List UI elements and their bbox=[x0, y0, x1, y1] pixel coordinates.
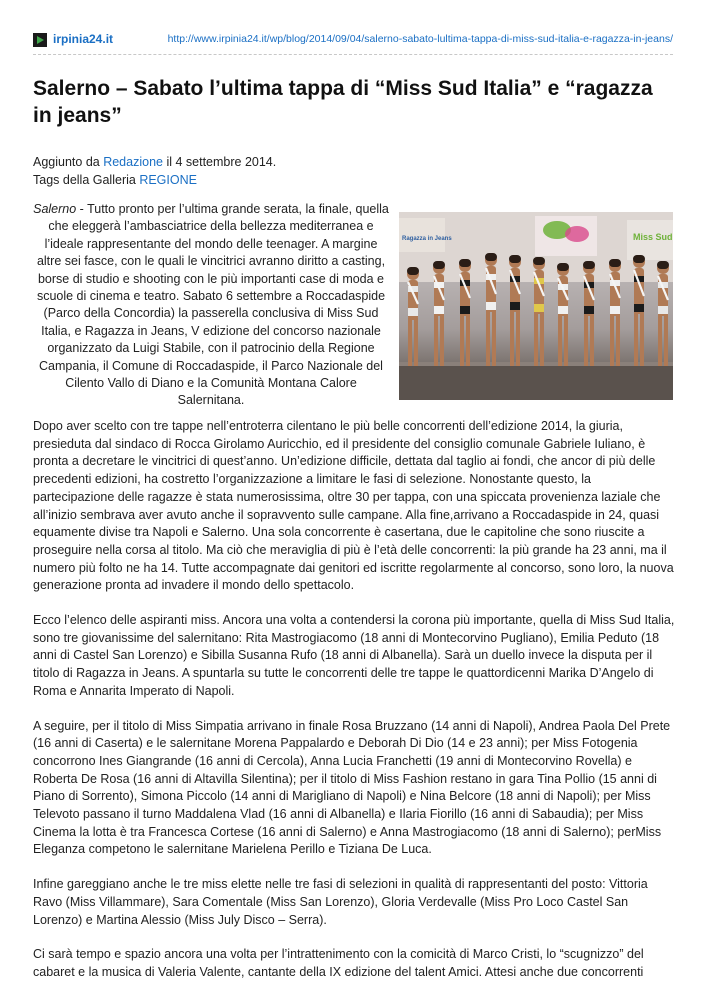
banner-left-text: Ragazza in Jeans bbox=[402, 236, 452, 242]
byline bbox=[33, 153, 276, 171]
page-header bbox=[33, 30, 673, 55]
article-meta bbox=[33, 153, 276, 189]
body-paragraph: Ecco l’elenco delle aspiranti miss. Ancora una volta a contendersi la corona più importante, quella di Miss Sud Italia, sono tre giovanissime del salernitano: Rita Mastrogiacomo (18 anni di Montecorvino Pugliano), Emilia Peduto (18 anni di Castel San Lorenzo) e Sibilla Susanna Rufo (18 anni di Albanella). Sarà un duello invece la disputa per il titolo di Ragazza in Jeans. A spuntarla su tutte le concorrenti delle tre tappe le quattordicenni Marika D’Angelo di Roma e Annarita Imperato di Napoli. bbox=[33, 613, 675, 698]
banner-right-text: Miss Sud bbox=[633, 232, 673, 242]
contestants-photo bbox=[399, 212, 673, 400]
intro-text: - Tutto pronto per l’ultima grande serata, la finale, quella che eleggerà l’ambasciatrice della bellezza mediterranea e l’ideale rappresentante del mondo delle teenager. A margine altre sei fasce, con le quali le vincitrici avranno diritto a casting, borse di studio e shooting con le più importanti case di moda e scuole di cinema e teatro. Sabato 6 settembre a Roccadaspide (Parco della Concordia) la passerella conclusiva di Miss Sud Italia, e Ragazza in Jeans, V edizione del concorso nazionale organizzato da Luigi Stabile, con il patrocinio della Regione Campania, il Comune di Roccadaspide, il Parco Nazionale del Cilento Vallo di Diano e la Comunità Montana Calore Salernitana. bbox=[36, 202, 389, 408]
author-link[interactable]: Redazione bbox=[103, 155, 163, 169]
tags-prefix: Tags della Galleria bbox=[33, 173, 140, 187]
tag-link[interactable]: REGIONE bbox=[139, 173, 197, 187]
page-url[interactable]: http://www.irpinia24.it/wp/blog/2014/09/04/salerno-sabato-lultima-tappa-di-miss-sud-italia-e-ragazza-in-jeans/ bbox=[167, 33, 673, 45]
publish-date: il 4 settembre 2014. bbox=[162, 155, 277, 169]
intro-place: Salerno bbox=[33, 202, 77, 216]
byline-prefix: Aggiunto da bbox=[33, 155, 104, 169]
body-paragraph: Dopo aver scelto con tre tappe nell’entroterra cilentano le più belle concorrenti dell’edizione 2014, la giuria, presieduta dal sindaco di Rocca Girolamo Auricchio, ed il presidente del consiglio comunale Gabriele Iuliano, è pronta a decretare le vincitrici di quest’anno. Un’edizione difficile, dettata dal taglio ai fondi, che ancor di più delle precedenti edizioni, ha costretto l’organizzazione a limitare le fasi di selezione. Nonostante questo, la partecipazione delle ragazze è stata numerosissima, oltre 30 per tappa, con una spiccata provenienza laziale che all’inizio sembrava aver avuto anche il sopravvento sulle campane. Alla fine,arrivano a Roccadaspide in 24, quasi equamente divise tra Napoli e Salerno. Una sola concorrente è casertana, due le capitoline che sono riuscite a proseguire nella corsa al titolo. Ma ciò che meraviglia di più è l’età delle concorrenti: la più grande ha 23 anni, ma il numero più folto ne ha 14. Tutte accompagnate dai genitori ed iscritte regolarmente al concorso, sono loro, la nuova generazione pronta ad invadere il mondo dello spettacolo. bbox=[33, 419, 674, 593]
article-title: Salerno – Sabato l’ultima tappa di “Miss Sud Italia” e “ragazza in jeans” bbox=[33, 77, 653, 127]
article-photo bbox=[399, 212, 673, 400]
intro-paragraph bbox=[33, 201, 389, 410]
site-name[interactable]: irpinia24.it bbox=[53, 32, 114, 46]
body-paragraph: A seguire, per il titolo di Miss Simpatia arrivano in finale Rosa Bruzzano (14 anni di Napoli), Andrea Paola Del Prete (16 anni di Caserta) e le salernitane Morena Pappalardo e Deborah Di Dio (14 e 23 anni); per Miss Fotogenia concorrono Ines Giangrande (16 anni di Cercola), Anna Lucia Franchetti (19 anni di Montecorvino Rovella) e Roberta De Rosa (16 anni di Altavilla Silentina); per il titolo di Miss Fashion restano in gara Tina Pollio (15 anni di Piano di Sorrento), Simona Piccolo (14 anni di Marigliano di Napoli) e Nina Belcore (18 anni di Napoli); per Miss Televoto passano il turno Maddalena Vlad (16 anni di Albanella) e Ilaria Fiorillo (16 anni di Sabaudia); per Miss Cinema la lotta è tra Francesca Cortese (16 anni di Salerno) e Anna Mastrogiacomo (18 anni di Salerno); perMiss Eleganza competono le salernitane Marielena Perillo e Tiziana De Luca. bbox=[33, 718, 671, 857]
site-logo-icon bbox=[33, 33, 47, 47]
body-paragraph: Infine gareggiano anche le tre miss elette nelle tre fasi di selezioni in qualità di rappresentanti del posto: Vittoria Ravo (Miss Villammare), Sara Comentale (Miss San Lorenzo), Gloria Verdevalle (Miss Pro Loco Castel San Lorenzo) e Martina Alessio (Miss July Disco – Serra). bbox=[33, 877, 648, 927]
article-body bbox=[33, 418, 675, 999]
tags-line bbox=[33, 171, 276, 189]
body-paragraph: Ci sarà tempo e spazio ancora una volta per l’intrattenimento con la comicità di Marco Cristi, lo “scugnizzo” del cabaret e la musica di Valeria Valente, cantante della IX edizione del talent Amici. Attesi anche due concorrenti bbox=[33, 947, 644, 979]
